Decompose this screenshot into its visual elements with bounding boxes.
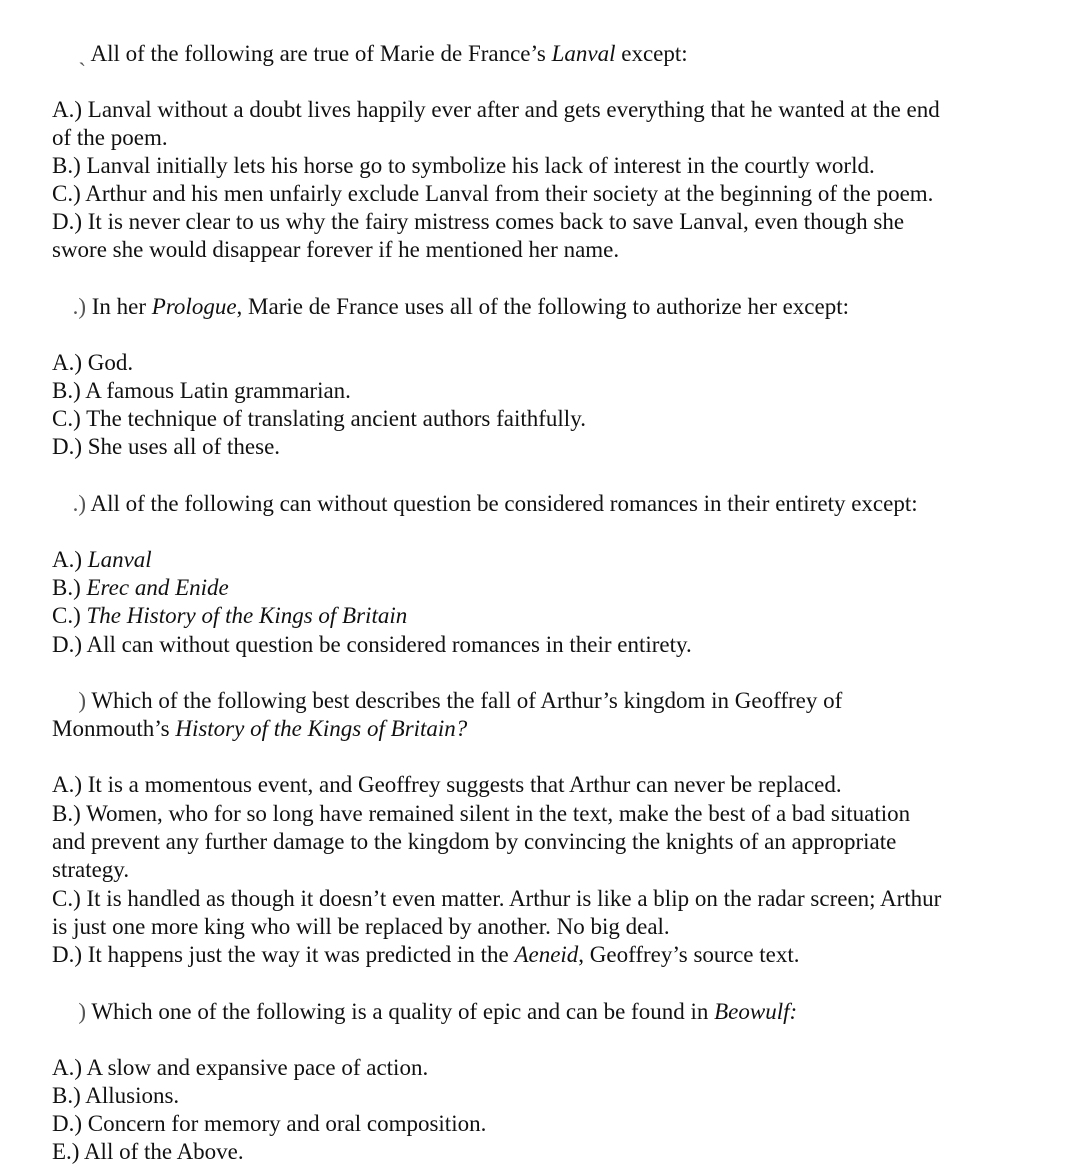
question-4-stem-cont: Monmouth’s History of the Kings of Britain?	[52, 716, 468, 741]
question-1-option-d: D.) It is never clear to us why the fairy mistress comes back to save Lanval, even though she	[52, 209, 905, 234]
question-4-number: )	[78, 688, 86, 713]
question-3-number: .)	[72, 491, 86, 516]
question-4-option-b-cont-2: strategy.	[52, 857, 130, 882]
question-4-option-a: A.) It is a momentous event, and Geoffrey suggests that Arthur can never be replaced.	[52, 772, 842, 797]
question-4-option-b: B.) Women, who for so long have remained silent in the text, make the best of a bad situation	[52, 801, 911, 826]
question-1-option-a-cont: of the poem.	[52, 125, 168, 150]
question-4-option-c-cont: is just one more king who will be replaced by another. No big deal.	[52, 914, 670, 939]
question-2-option-c: C.) The technique of translating ancient authors faithfully.	[52, 406, 586, 431]
question-1-option-b: B.) Lanval initially lets his horse go to symbolize his lack of interest in the courtly world.	[52, 153, 875, 178]
question-2-stem: .) In her Prologue, Marie de France uses all of the following to authorize her except:	[52, 293, 849, 321]
question-2-option-d: D.) She uses all of these.	[52, 434, 281, 459]
question-5-number: )	[78, 999, 86, 1024]
question-1-number: ˏ	[78, 41, 86, 66]
question-5-stem: ) Which one of the following is a quality of epic and can be found in Beowulf:	[52, 998, 797, 1026]
question-3-option-b: B.) Erec and Enide	[52, 575, 229, 600]
question-1-option-d-cont: swore she would disappear forever if he mentioned her name.	[52, 237, 620, 262]
question-1-stem: ˏ All of the following are true of Marie de France’s Lanval except:	[52, 40, 688, 68]
question-4-option-c: C.) It is handled as though it doesn’t even matter. Arthur is like a blip on the radar screen; Arthur	[52, 886, 942, 911]
question-3-option-a: A.) Lanval	[52, 547, 152, 572]
question-1-option-a: A.) Lanval without a doubt lives happily ever after and gets everything that he wanted at the end	[52, 97, 940, 122]
question-3-stem: .) All of the following can without question be considered romances in their entirety except:	[52, 490, 918, 518]
question-3-option-c: C.) The History of the Kings of Britain	[52, 603, 408, 628]
question-5-option-e: E.) All of the Above.	[52, 1139, 244, 1164]
question-5-option-b: B.) Allusions.	[52, 1083, 180, 1108]
question-5-option-d: D.) Concern for memory and oral composition.	[52, 1111, 487, 1136]
question-2-option-b: B.) A famous Latin grammarian.	[52, 378, 351, 403]
question-4-option-d: D.) It happens just the way it was predicted in the Aeneid, Geoffrey’s source text.	[52, 942, 800, 967]
question-2-number: .)	[72, 294, 86, 319]
question-4-stem: ) Which of the following best describes the fall of Arthur’s kingdom in Geoffrey of	[52, 687, 842, 715]
question-4-option-b-cont-1: and prevent any further damage to the kingdom by convincing the knights of an appropriate	[52, 829, 897, 854]
question-5-option-a: A.) A slow and expansive pace of action.	[52, 1055, 429, 1080]
question-2-option-a: A.) God.	[52, 350, 134, 375]
question-1-option-c: C.) Arthur and his men unfairly exclude Lanval from their society at the beginning of the poem.	[52, 181, 934, 206]
question-3-option-d: D.) All can without question be considered romances in their entirety.	[52, 632, 692, 657]
